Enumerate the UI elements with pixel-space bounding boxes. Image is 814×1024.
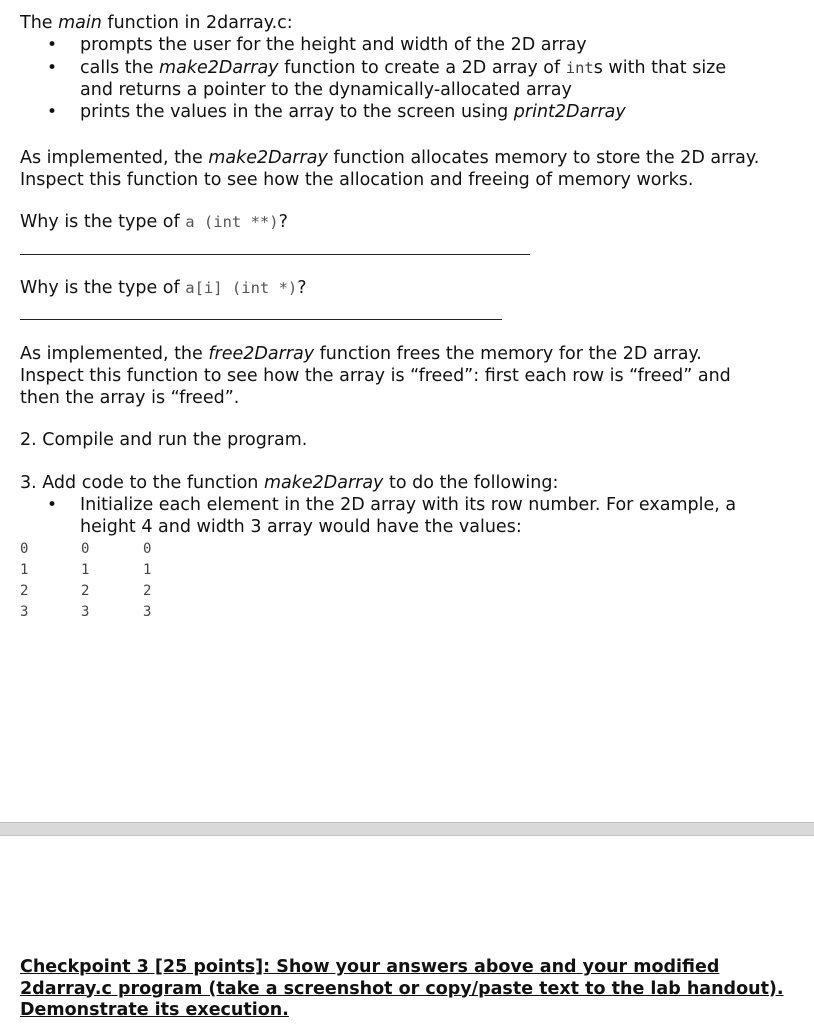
step-3-bullet-line-1: Initialize each element in the 2D array with its row number. For example, a xyxy=(80,495,737,515)
free2darray-paragraph-line-2: Inspect this function to see how the array is “freed”: first each row is “freed” and xyxy=(20,366,731,386)
grid-cell: 0 xyxy=(20,541,29,557)
free2darray-paragraph-line-1: As implemented, the free2Darray function frees the memory for the 2D array. xyxy=(20,344,702,364)
grid-cell: 1 xyxy=(20,562,29,578)
make2darray-paragraph-line-1: As implemented, the make2Darray function allocates memory to store the 2D array. xyxy=(20,148,760,168)
grid-cell: 0 xyxy=(81,541,90,557)
step-3: 3. Add code to the function make2Darray to do the following: xyxy=(20,473,559,493)
grid-cell: 2 xyxy=(143,583,152,599)
question-type-of-a: Why is the type of a (int **)? xyxy=(20,212,288,232)
grid-cell: 2 xyxy=(20,583,29,599)
checkpoint-3-instructions: Checkpoint 3 [25 points]: Show your answers above and your modified 2darray.c program (take a screenshot or copy/paste text to the lab handout). Demonstrate its execution. xyxy=(20,957,784,1020)
grid-cell: 1 xyxy=(143,562,152,578)
step-3-bullet-line-2: height 4 and width 3 array would have the values: xyxy=(80,517,522,537)
make2darray-paragraph-line-2: Inspect this function to see how the allocation and freeing of memory works. xyxy=(20,170,694,190)
answer-line-2[interactable] xyxy=(20,319,502,320)
bullet-icon: • xyxy=(47,495,58,515)
step-2: 2. Compile and run the program. xyxy=(20,430,308,450)
bullet-icon: • xyxy=(47,102,58,122)
intro-line: The main function in 2darray.c: xyxy=(20,13,293,33)
grid-cell: 2 xyxy=(81,583,90,599)
grid-cell: 3 xyxy=(81,604,90,620)
grid-cell: 3 xyxy=(143,604,152,620)
bullet-icon: • xyxy=(47,35,58,55)
grid-cell: 3 xyxy=(20,604,29,620)
bullet-calls: calls the make2Darray function to create a 2D array of ints with that size xyxy=(80,58,727,78)
grid-cell: 1 xyxy=(81,562,90,578)
question-type-of-a-i: Why is the type of a[i] (int *)? xyxy=(20,278,307,298)
bullet-calls-continued: and returns a pointer to the dynamically-allocated array xyxy=(80,80,572,100)
bullet-prints: prints the values in the array to the screen using print2Darray xyxy=(80,102,626,122)
free2darray-paragraph-line-3: then the array is “freed”. xyxy=(20,388,240,408)
grid-cell: 0 xyxy=(143,541,152,557)
bullet-prompts: prompts the user for the height and width of the 2D array xyxy=(80,35,587,55)
page-break xyxy=(0,822,814,836)
answer-line-1[interactable] xyxy=(20,254,530,255)
bullet-icon: • xyxy=(47,58,58,78)
